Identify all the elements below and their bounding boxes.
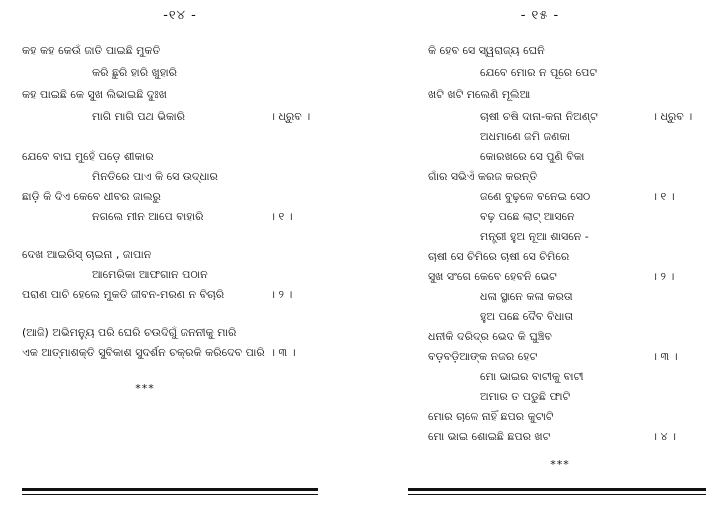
- stanza-mark: । ୩ ।: [652, 350, 678, 363]
- verse-line: କି ହେବ ସେ ସ୍ୱରାଜ୍ୟ ଘେନି: [428, 44, 545, 57]
- refrain-mark: । ଧ୍ରୁବ ।: [652, 110, 693, 123]
- refrain-mark: । ଧ୍ରୁବ ।: [270, 110, 311, 123]
- verse-line: ମାଗି ମାଗି ପଥ ଭିକାରି: [92, 110, 185, 123]
- verse-line: କୋରଖରେ ସେ ପୁଣି ବିକା: [480, 150, 585, 163]
- right-page: [360, 0, 720, 511]
- verse-line: ମିନତିରେ ପାଏ କି ସେ ଉଦ୍ଧାର: [92, 170, 218, 183]
- stanza-mark: । ୪ ।: [652, 430, 676, 443]
- verse-line: କରି ଛୁରି ହାରି ଖୁହାରି: [92, 66, 178, 79]
- stanza-mark: । ୧ ।: [652, 190, 675, 203]
- footer-rule-thin: [408, 494, 706, 495]
- verse-line: ଚାଷୀ ଚଷି ଦାନା-କନା ନିଅଣ୍ଟ: [480, 110, 598, 123]
- verse-line: ମୋର ଚାଳେ ନାହିଁ ଛପର କୁଟାଟି: [428, 410, 554, 423]
- section-stars: ***: [550, 458, 570, 471]
- verse-line: ଖଟି ଖଟି ମଲେଣି ମୂଲିଆ: [428, 88, 531, 101]
- verse-line: ଧନୀକି ଦରିଦ୍ର ଭେଦ କି ଘୁଞ୍ଚିବ: [428, 330, 552, 343]
- verse-line: ଚାଷୀ ସେ ଚିମିରେ ଚାଷୀ ସେ ଚିମିରେ: [428, 250, 570, 263]
- verse-line: ବଢ଼ ପଛେ ଲାଟ୍ ଆସନେ: [480, 210, 575, 223]
- verse-line: ଦେଖ ଆଇରିସ୍ ଚାଇନା , ଜାପାନ: [22, 248, 152, 261]
- verse-line: (ଆଜି) ଅଭିମନ୍ୟୁ ପରି ଘେରି ଚଉଦିଗୁଁ ଜନନୀକୁ ମାରି: [22, 326, 237, 339]
- verse-line: ଜଣେ ବୁଢ଼ଳେ ବନେଇ ସେଠ: [480, 190, 591, 203]
- verse-line: ସୁଖ ସଂଗେ କେବେ ହେବନି ଭେଟ: [428, 270, 557, 283]
- verse-line: ପରାଣ ପାଚି ହେଲେ ମୁକତି ଜୀବନ-ମରଣ ନ ବିଚାରି: [22, 288, 225, 301]
- verse-line: ନଗଲେ ମୀନ ଆପେ ବାହାରି: [92, 210, 204, 223]
- verse-line: ଧଳା ସ୍ଥାନେ କଳା କରତା: [480, 290, 573, 303]
- footer-rule-thick: [408, 488, 706, 491]
- verse-line: ଅମାର ତ ପଡୁଛି ଫାଟି: [480, 390, 571, 403]
- stanza-mark: । ୩ ।: [270, 346, 296, 359]
- page-number-right: - ୧୫ -: [520, 8, 560, 23]
- stanza-mark: । ୧ ।: [270, 210, 293, 223]
- verse-line: ମନ୍ତ୍ରୀ ହୁଅ ନୂଆ ଶାସନେ -: [480, 230, 589, 243]
- verse-line: ମୋ ଭାଇ ଶୋଇଛି ଛପର ଖଟ: [428, 430, 551, 443]
- verse-line: ହୁଅ ପଛେ ଦୈବ ବିଧାତା: [480, 310, 574, 323]
- stanza-mark: । ୨ ।: [652, 270, 675, 283]
- verse-line: ଏକ ଆତ୍ମାଶକ୍ତି ସୁବିକାଶ ସୁଦର୍ଶନ ଚକ୍ରକି କରିଦେବ ପାରି: [22, 346, 265, 359]
- footer-rule-thick: [22, 488, 318, 491]
- verse-line: ଅଧମାଣେ ଜମି ଜଣକା: [480, 130, 571, 143]
- verse-line: ଆମେରିକା ଆଫଗାନ ପଠାନ: [92, 268, 208, 281]
- verse-line: ଯେବେ ମୋର ନ ପୂରେ ପେଟ: [480, 66, 598, 79]
- verse-line: ବଡ଼ବଡ଼ିଆଙ୍କ ନଜର ହେଟ: [428, 350, 538, 363]
- verse-line: ମୋ ଭାଇର ବାଟୀକୁ ବାଟୀ: [480, 370, 584, 383]
- section-stars: ***: [135, 382, 155, 395]
- verse-line: ଗାଁର ସଭିଏଁ କରଜ କରନ୍ତି: [428, 170, 538, 183]
- verse-line: ଯେବେ ବାଘ ମୁହେଁ ପଡ଼େ ଶୀକାର: [22, 150, 154, 163]
- page-number-left: -୧୪ -: [163, 8, 197, 23]
- stanza-mark: । ୨ ।: [270, 288, 293, 301]
- footer-rule-thin: [22, 494, 318, 495]
- verse-line: କହ ପାଇଛି କେ ସୁଖ ଲିଭାଇଛି ଦୁଃଖ: [22, 88, 167, 101]
- verse-line: କହ କହ କେଉଁ ଜାତି ପାଇଛି ମୁକତି: [22, 44, 161, 57]
- verse-line: ଛାଡ଼ି କି ଦିଏ କେବେ ଧୀବର ଜାଲରୁ: [22, 190, 161, 203]
